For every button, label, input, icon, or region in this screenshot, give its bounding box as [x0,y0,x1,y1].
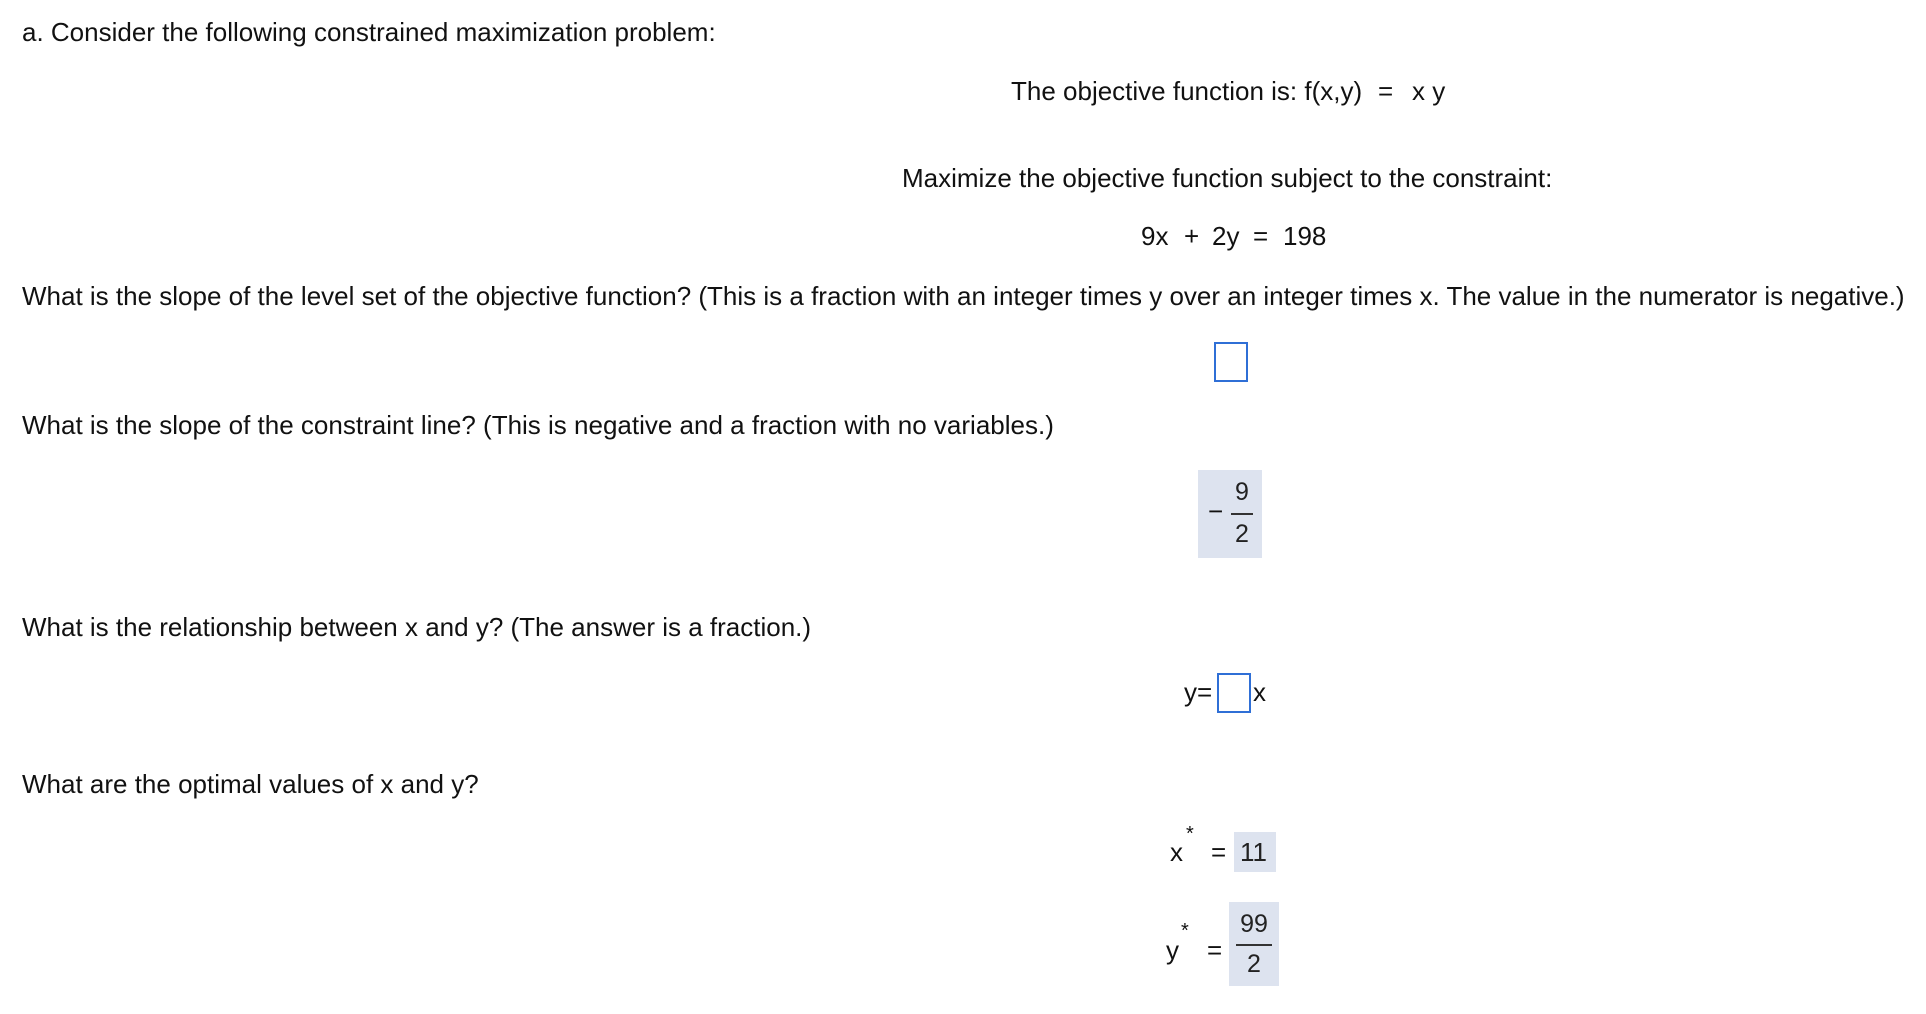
constraint-slope-fraction-bar [1231,513,1253,515]
optimal-x-answer [1234,832,1276,872]
constraint-plus-sign: + [1184,221,1200,251]
constraint-intro: Maximize the objective function subject to the constraint: [902,163,1553,193]
constraint-slope-sign: − [1208,496,1224,526]
objective-function-label: The objective function is: f(x,y) [1011,76,1363,106]
problem-intro: a. Consider the following constrained maximization problem: [22,17,716,47]
relationship-fraction-input[interactable] [1217,673,1251,713]
constraint-slope-question: What is the slope of the constraint line? (This is negative and a fraction with no variables.) [22,410,1054,440]
constraint-rhs-value: 198 [1283,221,1327,251]
optimal-x-star: * [1186,823,1194,845]
constraint-term-x: 9x [1141,221,1169,251]
optimal-y-numerator: 99 [1240,910,1268,938]
optimal-y-answer [1229,902,1279,986]
optimal-x-label: x [1170,837,1183,867]
relationship-question: What is the relationship between x and y? (The answer is a fraction.) [22,612,812,642]
optimal-y-star: * [1181,920,1189,942]
constraint-term-y: 2y [1212,221,1240,251]
objective-equals-sign: = [1378,76,1394,106]
level-set-slope-input[interactable] [1214,342,1248,382]
objective-expression: x y [1412,76,1446,106]
optimal-y-denominator: 2 [1247,950,1261,978]
constraint-equals-sign: = [1253,221,1269,251]
relationship-suffix: x [1253,677,1266,707]
optimal-y-equals-sign: = [1207,935,1223,965]
optimal-y-label: y [1166,935,1179,965]
optimal-x-equals-sign: = [1211,837,1227,867]
level-set-question: What is the slope of the level set of the objective function? (This is a fraction with an integer times y over an integer times x. The value in the numerator is negative.) [22,281,1905,311]
constraint-slope-numerator: 9 [1235,478,1249,506]
constraint-slope-answer [1198,470,1262,558]
constraint-slope-denominator: 2 [1235,520,1249,548]
optimal-x-value: 11 [1240,837,1267,867]
relationship-prefix: y= [1184,677,1213,707]
optimal-values-question: What are the optimal values of x and y? [22,769,479,799]
optimal-y-fraction-bar [1236,944,1272,946]
